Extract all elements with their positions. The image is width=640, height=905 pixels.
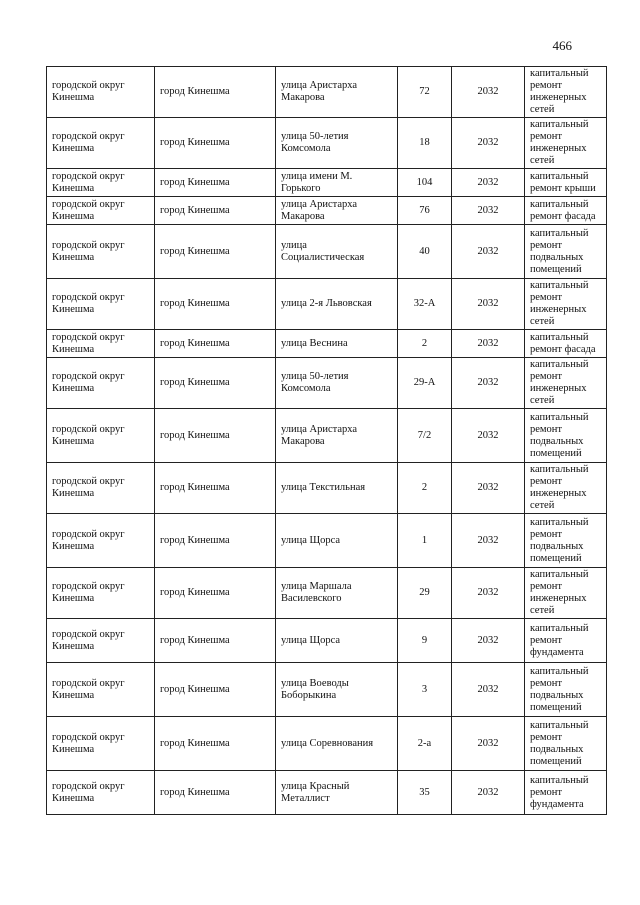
table-row (47, 568, 607, 619)
street-cell: улица Социалистическая (276, 225, 398, 279)
settlement-cell: город Кинешма (155, 225, 276, 279)
table-row (47, 67, 607, 118)
table-row (47, 169, 607, 197)
table-row (47, 409, 607, 463)
work-type-cell: капитальный ремонт инженерных сетей (525, 67, 607, 118)
municipality-cell: городской округ Кинешма (47, 463, 155, 514)
municipality-cell: городской округ Кинешма (47, 225, 155, 279)
year-cell: 2032 (452, 663, 525, 717)
year-cell: 2032 (452, 197, 525, 225)
house-number-cell: 29 (398, 568, 452, 619)
settlement-cell: город Кинешма (155, 197, 276, 225)
street-cell: улица Воеводы Боборыкина (276, 663, 398, 717)
year-cell: 2032 (452, 717, 525, 771)
settlement-cell: город Кинешма (155, 514, 276, 568)
settlement-cell: город Кинешма (155, 279, 276, 330)
year-cell: 2032 (452, 409, 525, 463)
work-type-cell: капитальный ремонт подвальных помещений (525, 409, 607, 463)
work-type-cell: капитальный ремонт подвальных помещений (525, 717, 607, 771)
settlement-cell: город Кинешма (155, 463, 276, 514)
street-cell: улица Аристарха Макарова (276, 67, 398, 118)
settlement-cell: город Кинешма (155, 717, 276, 771)
year-cell: 2032 (452, 514, 525, 568)
table-row (47, 279, 607, 330)
table-row (47, 771, 607, 815)
page-number: 466 (552, 38, 572, 53)
year-cell: 2032 (452, 118, 525, 169)
table-row (47, 663, 607, 717)
year-cell: 2032 (452, 279, 525, 330)
work-type-cell: капитальный ремонт фундамента (525, 619, 607, 663)
year-cell: 2032 (452, 463, 525, 514)
house-number-cell: 40 (398, 225, 452, 279)
house-number-cell: 2 (398, 463, 452, 514)
street-cell: улица 2-я Львовская (276, 279, 398, 330)
house-number-cell: 3 (398, 663, 452, 717)
year-cell: 2032 (452, 330, 525, 358)
municipality-cell: городской округ Кинешма (47, 197, 155, 225)
table-row (47, 717, 607, 771)
street-cell: улица Веснина (276, 330, 398, 358)
municipality-cell: городской округ Кинешма (47, 118, 155, 169)
year-cell: 2032 (452, 358, 525, 409)
house-number-cell: 35 (398, 771, 452, 815)
year-cell: 2032 (452, 67, 525, 118)
work-type-cell: капитальный ремонт подвальных помещений (525, 514, 607, 568)
year-cell: 2032 (452, 225, 525, 279)
year-cell: 2032 (452, 169, 525, 197)
work-type-cell: капитальный ремонт инженерных сетей (525, 463, 607, 514)
table-row (47, 225, 607, 279)
street-cell: улица 50-летия Комсомола (276, 358, 398, 409)
work-type-cell: капитальный ремонт инженерных сетей (525, 358, 607, 409)
street-cell: улица Текстильная (276, 463, 398, 514)
street-cell: улица Красный Металлист (276, 771, 398, 815)
settlement-cell: город Кинешма (155, 771, 276, 815)
municipality-cell: городской округ Кинешма (47, 663, 155, 717)
house-number-cell: 9 (398, 619, 452, 663)
street-cell: улица Соревнования (276, 717, 398, 771)
settlement-cell: город Кинешма (155, 330, 276, 358)
table-row (47, 463, 607, 514)
work-type-cell: капитальный ремонт крыши (525, 169, 607, 197)
municipality-cell: городской округ Кинешма (47, 514, 155, 568)
year-cell: 2032 (452, 568, 525, 619)
settlement-cell: город Кинешма (155, 619, 276, 663)
municipality-cell: городской округ Кинешма (47, 169, 155, 197)
table-row (47, 358, 607, 409)
municipality-cell: городской округ Кинешма (47, 717, 155, 771)
house-number-cell: 76 (398, 197, 452, 225)
municipality-cell: городской округ Кинешма (47, 568, 155, 619)
work-type-cell: капитальный ремонт фундамента (525, 771, 607, 815)
work-type-cell: капитальный ремонт инженерных сетей (525, 279, 607, 330)
municipality-cell: городской округ Кинешма (47, 67, 155, 118)
work-type-cell: капитальный ремонт инженерных сетей (525, 568, 607, 619)
settlement-cell: город Кинешма (155, 663, 276, 717)
work-type-cell: капитальный ремонт фасада (525, 197, 607, 225)
street-cell: улица 50-летия Комсомола (276, 118, 398, 169)
table-row (47, 330, 607, 358)
table-row (47, 619, 607, 663)
street-cell: улица Щорса (276, 619, 398, 663)
year-cell: 2032 (452, 771, 525, 815)
house-number-cell: 2-а (398, 717, 452, 771)
house-number-cell: 18 (398, 118, 452, 169)
municipality-cell: городской округ Кинешма (47, 619, 155, 663)
house-number-cell: 1 (398, 514, 452, 568)
house-number-cell: 104 (398, 169, 452, 197)
house-number-cell: 32-А (398, 279, 452, 330)
repair-schedule-table (46, 66, 607, 815)
municipality-cell: городской округ Кинешма (47, 409, 155, 463)
work-type-cell: капитальный ремонт подвальных помещений (525, 663, 607, 717)
house-number-cell: 2 (398, 330, 452, 358)
municipality-cell: городской округ Кинешма (47, 771, 155, 815)
municipality-cell: городской округ Кинешма (47, 358, 155, 409)
year-cell: 2032 (452, 619, 525, 663)
settlement-cell: город Кинешма (155, 409, 276, 463)
street-cell: улица Маршала Василевского (276, 568, 398, 619)
settlement-cell: город Кинешма (155, 67, 276, 118)
work-type-cell: капитальный ремонт подвальных помещений (525, 225, 607, 279)
street-cell: улица Аристарха Макарова (276, 409, 398, 463)
municipality-cell: городской округ Кинешма (47, 279, 155, 330)
settlement-cell: город Кинешма (155, 118, 276, 169)
settlement-cell: город Кинешма (155, 169, 276, 197)
settlement-cell: город Кинешма (155, 358, 276, 409)
municipality-cell: городской округ Кинешма (47, 330, 155, 358)
table-row (47, 118, 607, 169)
house-number-cell: 29-А (398, 358, 452, 409)
work-type-cell: капитальный ремонт инженерных сетей (525, 118, 607, 169)
street-cell: улица имени М. Горького (276, 169, 398, 197)
house-number-cell: 7/2 (398, 409, 452, 463)
table-row (47, 197, 607, 225)
work-type-cell: капитальный ремонт фасада (525, 330, 607, 358)
table-row (47, 514, 607, 568)
settlement-cell: город Кинешма (155, 568, 276, 619)
street-cell: улица Аристарха Макарова (276, 197, 398, 225)
house-number-cell: 72 (398, 67, 452, 118)
street-cell: улица Щорса (276, 514, 398, 568)
